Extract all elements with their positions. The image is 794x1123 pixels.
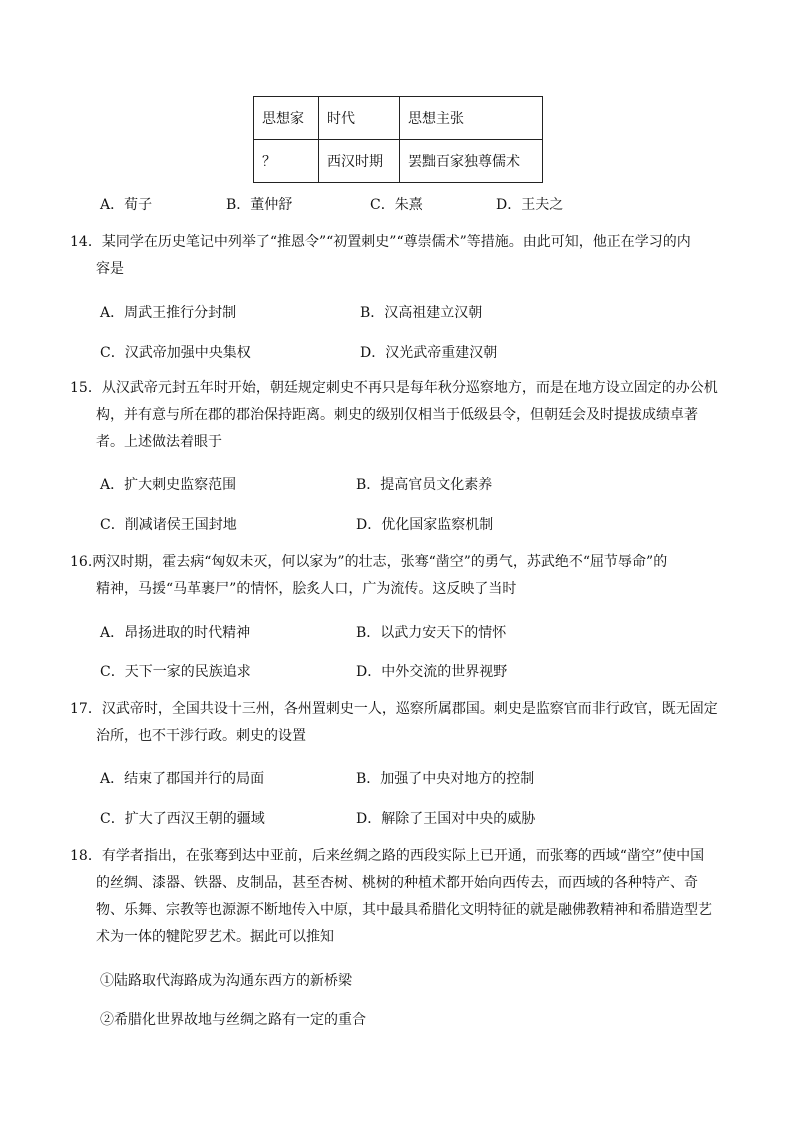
q17-option-c[interactable]: C．扩大了西汉王朝的疆域 <box>100 811 265 827</box>
table-cell: ？ <box>254 140 319 183</box>
q13-option-b[interactable]: B．董仲舒 <box>226 197 293 213</box>
table-row <box>254 140 543 183</box>
q18-stem-line: 的丝绸、漆器、铁器、皮制品，甚至杏树、桃树的种植术都开始向西传去，而西域的各种特产、奇 <box>96 875 698 891</box>
q16-option-a[interactable]: A．昂扬进取的时代精神 <box>100 625 251 641</box>
q18-stem-line: 术为一体的犍陀罗艺术。据此可以推知 <box>96 929 334 945</box>
q15-stem-line: 15．从汉武帝元封五年时开始，朝廷规定刺史不再只是每年秋分巡察地方，而是在地方设立固定的办公机 <box>70 380 718 396</box>
table-header-cell: 思想主张 <box>400 97 543 140</box>
table-header-cell: 思想家 <box>254 97 319 140</box>
q14-option-a[interactable]: A．周武王推行分封制 <box>100 305 237 321</box>
table-header-row <box>254 97 543 140</box>
table-cell: 罢黜百家独尊儒术 <box>400 140 543 183</box>
q16-option-d[interactable]: D．中外交流的世界视野 <box>356 664 508 680</box>
q15-option-b[interactable]: B．提高官员文化素养 <box>356 477 493 493</box>
q16-stem-line: 16.两汉时期，霍去病“匈奴未灭，何以家为”的壮志，张骞“凿空”的勇气，苏武绝不“屈节辱命”的 <box>70 554 668 570</box>
q15-option-c[interactable]: C．削减诸侯王国封地 <box>100 517 237 533</box>
q18-statement-1: ①陆路取代海路成为沟通东西方的新桥梁 <box>100 973 352 989</box>
q17-option-a[interactable]: A．结束了郡国并行的局面 <box>100 771 265 787</box>
q18-statement-2: ②希腊化世界故地与丝绸之路有一定的重合 <box>100 1012 366 1028</box>
q14-stem-line: 14．某同学在历史笔记中列举了“推恩令”“初置刺史”“尊崇儒术”等措施。由此可知，他正在学习的内 <box>70 234 691 250</box>
q13-option-a[interactable]: A．荀子 <box>100 197 153 213</box>
q14-option-c[interactable]: C．汉武帝加强中央集权 <box>100 345 251 361</box>
q14-stem-line: 容是 <box>96 261 124 277</box>
q18-stem-line: 18．有学者指出，在张骞到达中亚前，后来丝绸之路的西段实际上已开通，而张骞的西域“凿空”使中国 <box>70 848 705 864</box>
q16-option-b[interactable]: B．以武力安天下的情怀 <box>356 625 507 641</box>
thinker-table <box>253 96 543 183</box>
table-cell: 西汉时期 <box>319 140 400 183</box>
table-header-cell: 时代 <box>319 97 400 140</box>
q15-stem-line: 者。上述做法着眼于 <box>96 434 222 450</box>
q17-stem-line: 17．汉武帝时，全国共设十三州，各州置刺史一人，巡察所属郡国。刺史是监察官而非行政官，既无固定 <box>70 701 718 717</box>
q17-option-b[interactable]: B．加强了中央对地方的控制 <box>356 771 535 787</box>
q14-option-d[interactable]: D．汉光武帝重建汉朝 <box>360 345 498 361</box>
q13-option-c[interactable]: C．朱熹 <box>370 197 423 213</box>
q17-option-d[interactable]: D．解除了王国对中央的威胁 <box>356 811 536 827</box>
q16-option-c[interactable]: C．天下一家的民族追求 <box>100 664 251 680</box>
q15-option-d[interactable]: D．优化国家监察机制 <box>356 517 494 533</box>
q17-stem-line: 治所，也不干涉行政。刺史的设置 <box>96 728 306 744</box>
q16-stem-line: 精神，马援“马革裹尸”的情怀，脍炙人口，广为流传。这反映了当时 <box>96 581 517 597</box>
q15-option-a[interactable]: A．扩大刺史监察范围 <box>100 477 237 493</box>
q14-option-b[interactable]: B．汉高祖建立汉朝 <box>360 305 483 321</box>
q13-option-d[interactable]: D．王夫之 <box>496 197 564 213</box>
q15-stem-line: 构，并有意与所在郡的郡治保持距离。刺史的级别仅相当于低级县令，但朝廷会及时提拔成绩卓著 <box>96 407 698 423</box>
q18-stem-line: 物、乐舞、宗教等也源源不断地传入中原，其中最具希腊化文明特征的就是融佛教精神和希腊造型艺 <box>96 902 712 918</box>
